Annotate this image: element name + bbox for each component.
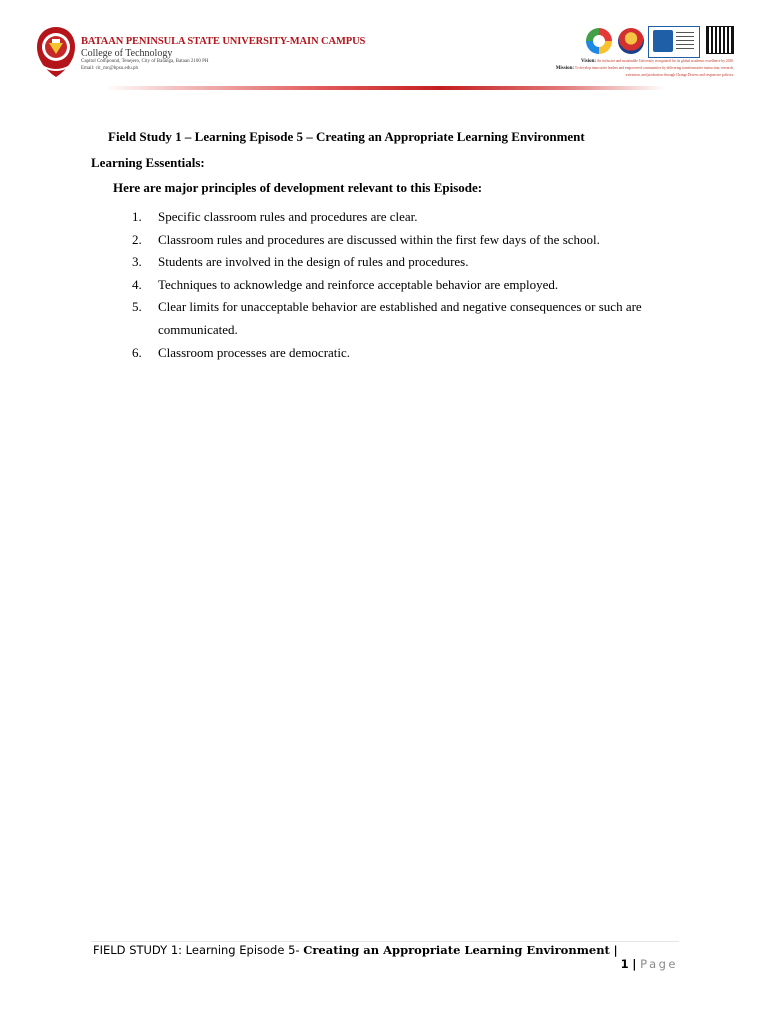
address: Capitol Compound, Tenejero, City of Balanga, Bataan 2100 PH xyxy=(81,59,209,64)
list-number: 3. xyxy=(132,254,142,270)
bagong-pilipinas-logo-icon xyxy=(618,28,644,54)
sdg-logo-icon xyxy=(586,28,612,54)
list-number: 5. xyxy=(132,299,142,315)
footer-separator: | xyxy=(613,943,618,957)
university-seal-icon xyxy=(36,26,76,78)
contact-info xyxy=(81,59,208,72)
mission-text: To develop innovative leaders and empowered communities by delivering transformative instruction, research, extension, and production through Change Drivers and responsive policies. xyxy=(574,66,734,77)
mission-label: Mission: xyxy=(555,66,575,72)
qr-code-icon xyxy=(706,26,734,54)
email: Email: cit_mc@bpsu.edu.ph xyxy=(81,65,138,71)
list-text: Specific classroom rules and procedures are clear. xyxy=(158,209,418,224)
footer-title: Creating an Appropriate Learning Environment xyxy=(303,943,610,957)
list-item xyxy=(132,251,692,274)
page-label: Page xyxy=(640,957,678,971)
footer-caption xyxy=(93,943,618,957)
intro-text: Here are major principles of development relevant to this Episode: xyxy=(113,180,483,195)
letterhead xyxy=(0,0,768,100)
list-item xyxy=(132,296,692,341)
list-number: 4. xyxy=(132,276,142,292)
list-text: Students are involved in the design of rules and procedures. xyxy=(158,254,469,270)
footer-divider xyxy=(91,941,679,942)
list-item xyxy=(132,206,692,229)
list-item xyxy=(132,274,692,297)
university-name: BATAAN PENINSULA STATE UNIVERSITY-MAIN CAMPUS xyxy=(81,36,366,47)
vision-mission xyxy=(548,58,734,78)
list-text: Clear limits for unacceptable behavior are established and negative consequences or such are communicated. xyxy=(158,299,642,337)
vision-text: An inclusive and sustainable University recognized for its global academic excellence by 2030. xyxy=(596,59,734,63)
page-number-value: 1 xyxy=(620,957,629,971)
iso-certification-logo-icon xyxy=(648,26,700,58)
list-text: Techniques to acknowledge and reinforce acceptable behavior are employed. xyxy=(158,276,559,292)
list-number: 1. xyxy=(132,209,142,224)
page-number xyxy=(621,957,678,971)
list-text: Classroom rules and procedures are discussed within the first few days of the school. xyxy=(158,231,600,247)
list-number: 6. xyxy=(132,344,142,360)
list-number: 2. xyxy=(132,231,142,247)
section-heading: Learning Essentials: xyxy=(91,155,205,170)
list-item xyxy=(132,342,692,365)
document-title: Field Study 1 – Learning Episode 5 – Creating an Appropriate Learning Environment xyxy=(108,129,585,144)
principles-list xyxy=(132,206,692,364)
list-text: Classroom processes are democratic. xyxy=(158,344,351,360)
footer-prefix: FIELD STUDY 1: Learning Episode 5- xyxy=(93,943,300,957)
vision-label: Vision: xyxy=(580,59,597,64)
college-name: College of Technology xyxy=(81,48,173,59)
header-divider xyxy=(105,86,665,90)
page-separator: | xyxy=(632,957,637,971)
list-item xyxy=(132,229,692,252)
